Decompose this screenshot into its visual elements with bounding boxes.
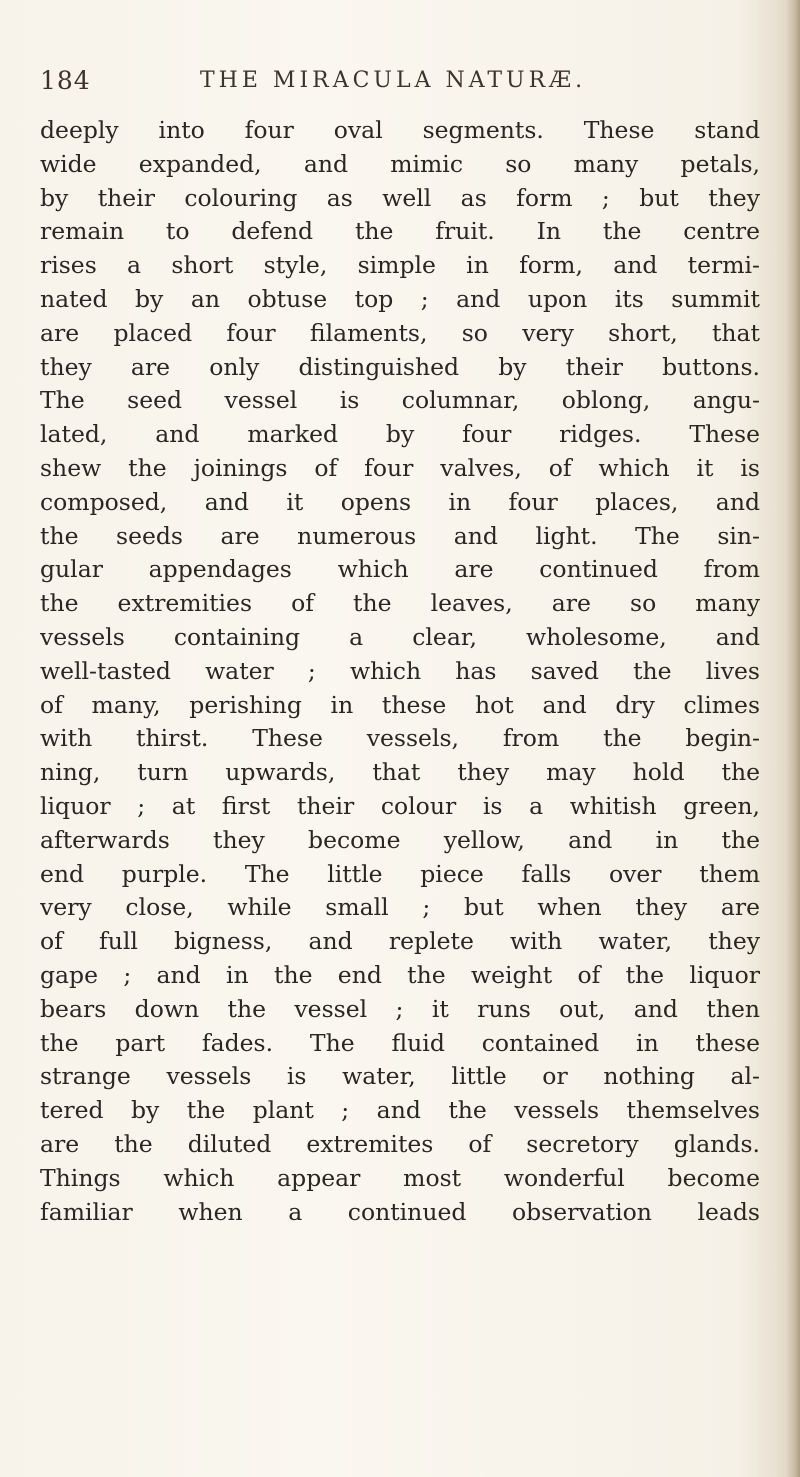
text-line: remain to defend the fruit. In the centre [40,217,760,246]
text-line: familiar when a continued observation leads [40,1197,760,1226]
text-line: deeply into four oval segments. These stand [40,116,760,144]
body-text [40,114,760,1229]
text-line: The seed vessel is columnar, oblong, angu- [40,386,760,415]
text-line: lated, and marked by four ridges. These [40,420,760,449]
text-line: with thirst. These vessels, from the begin- [40,724,760,753]
text-line: end purple. The little piece falls over them [40,859,760,888]
text-line: gular appendages which are continued from [40,555,760,584]
text-line: bears down the vessel ; it runs out, and then [40,994,760,1023]
text-line: very close, while small ; but when they are [40,893,760,922]
page-header [40,66,760,106]
text-line: ning, turn upwards, that they may hold the [40,758,760,787]
text-line: Things which appear most wonderful become [40,1163,760,1192]
text-line: tered by the plant ; and the vessels themselves [40,1096,760,1125]
text-line: of many, perishing in these hot and dry climes [40,690,760,719]
text-line: are the diluted extremites of secretory glands. [40,1129,760,1158]
running-head: THE MIRACULA NATURÆ. [200,68,587,93]
text-line: by their colouring as well as form ; but they [40,183,760,212]
text-line: shew the joinings of four valves, of which it is [40,453,760,482]
text-line: afterwards they become yellow, and in the [40,825,760,854]
text-line: well-tasted water ; which has saved the lives [40,656,760,685]
text-line: the seeds are numerous and light. The sin- [40,521,760,550]
text-line: nated by an obtuse top ; and upon its summit [40,284,760,313]
text-line: composed, and it opens in four places, and [40,487,760,516]
page-edge-shadow [786,0,800,1477]
text-line: the extremities of the leaves, are so many [40,589,760,618]
text-line: wide expanded, and mimic so many petals, [40,149,760,178]
text-line: are placed four filaments, so very short, that [40,318,760,347]
text-line: liquor ; at first their colour is a whitish green, [40,791,760,820]
text-line: they are only distinguished by their buttons. [40,352,760,381]
text-line: strange vessels is water, little or nothing al- [40,1062,760,1091]
text-line: vessels containing a clear, wholesome, and [40,622,760,651]
text-line: the part fades. The fluid contained in these [40,1028,760,1057]
page-number: 184 [40,66,91,95]
text-line: gape ; and in the end the weight of the liquor [40,960,760,989]
text-line: rises a short style, simple in form, and termi- [40,251,760,280]
text-line: of full bigness, and replete with water, they [40,927,760,956]
